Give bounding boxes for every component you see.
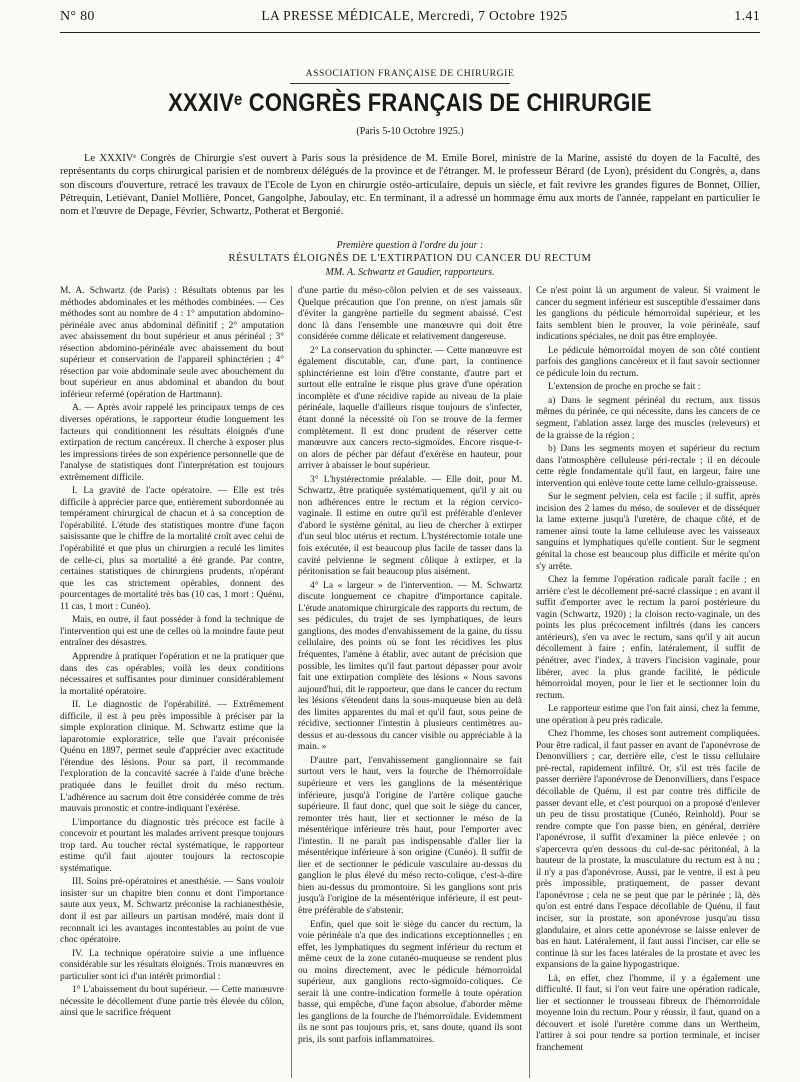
paragraph: b) Dans les segments moyen et supérieur du rectum dans l'atmosphère celluleuse péri-rectale ; il en découle cette règle fondamentale qu'il faut, en largeur, faire une intervention qui enlève toute cette lame cellulo-graisseuse.: [536, 444, 760, 489]
congress-dates: (Paris 5-10 Octobre 1925.): [356, 126, 464, 137]
page-number: N° 80: [60, 9, 95, 24]
paragraph: 4° La « largeur » de l'intervention. — M. Schwartz discute longuement ce chapitre d'importance capitale. L'étude anatomique chirurgicale des rapports du rectum, de ses pédicules, du trajet de ses lymphatiques, de leurs ganglions, des modes d'envahissement de la gaine, du tissu cellulaire, des points où se font les récidives les plus fréquentes, l'amène à établir, avec autant de précision que possible, les limites qu'il faut partout dépasser pour avoir fait une extirpation complète des lésions « Nous savons aujourd'hui, dit le rapporteur, que dans le cancer du rectum les lésions s'étendent dans la sous-muqueuse bien au delà des limites apparentes du mal et qu'il faut, sous peine de récidive, sectionner l'intestin à plusieurs centimètres au-dessus et au-dessous du cancer visible ou appréciable à la main. »: [298, 580, 522, 753]
paragraph: D'autre part, l'envahissement ganglionnaire se fait surtout vers le haut, vers la fourche de l'hémorroïdale supérieure et vers les ganglions de la mésentérique inférieure, jusqu'à l'origine de l'artère colique gauche supérieure. Il faut donc, quel que soit le siège du cancer, remonter très haut, lier et sectionner le méso de la mésentérique inférieure très haut, pour l'emporter avec l'intestin. Il ne paraît pas indispensable d'aller lier la mésentérique inférieure à son origine (Cunéo). Il suffit de lier et de sectionner le pédicule vasculaire au-dessus du ganglion le plus élevé du méso recto-colique, c'est-à-dire bien au-dessus du promontoire. Si les ganglions sont pris jusqu'à l'origine de la mésentérique inférieure, il est peut-être préférable de s'abstenir.: [298, 755, 522, 916]
paragraph: a) Dans le segment périnéal du rectum, aux tissus mêmes du périnée, ce qui nécessite, dans les cancers de ce segment, l'ablation assez large des muscles (releveurs) et de la graisse de la région ;: [536, 395, 760, 441]
paragraph: III. Soins pré-opératoires et anesthésie. — Sans vouloir insister sur un chapitre bien connu et dont l'importance saute aux yeux, M. Schwartz préconise la rachianesthésie, dont il est par ailleurs un partisan modéré, mais dont il reconnaît ici les avantages incontestables au point de vue choc opératoire.: [60, 877, 284, 946]
column-1: [60, 286, 284, 1078]
paragraph: Mais, en outre, il faut posséder à fond la technique de l'intervention qui est une de celles où la moindre faute peut entraîner des désastres.: [60, 615, 284, 649]
paragraph: Là, en effet, chez l'homme, il y a également une difficulté. Il faut, si l'on veut faire une opération radicale, lier et sectionner le trousseau fibreux de l'hémorroïdale moyenne loin du rectum. Pour y réussir, il faut, quand on a découvert et isolé l'uretère comme dans un Wertheim, l'attirer à soi pour tendre sa portion terminale, et inciser franchement: [536, 973, 760, 1053]
column-2: [291, 286, 522, 1078]
journal-title: LA PRESSE MÉDICALE, Mercredi, 7 Octobre 1925: [261, 8, 568, 23]
paragraph: Sur le segment pelvien, cela est facile ; il suffit, après incision des 2 lames du méso, de soulever et de disséquer la lame externe jusqu'à l'uretère, de chaque côté, et de ramener ainsi toute la lame celluleuse avec les vaisseaux sanguins et lymphatiques qu'elle contient. Sur le segment génital la chose est beaucoup plus difficile et mérite qu'on s'y arrête.: [536, 492, 760, 572]
folio-number: 1.41: [734, 9, 760, 24]
paragraph: II. Le diagnostic de l'opérabilité. — Extrêmement difficile, il est à peu près impossible à préciser par la simple exploration clinique. M. Schwartz estime que la laparotomie exploratrice, telle que l'avait préconisée Quénu en 1897, permet seule d'apprécier avec exactitude l'étendue des lésions. Pour sa part, il recommande l'exploration de la concavité sacrée à l'aide d'une brèche pratiquée dans le feuillet droit du méso rectum. L'adhérence au sacrum doit être considérée comme de très mauvais pronostic et contre-indiquant l'exérèse.: [60, 700, 284, 815]
paragraph: L'extension de proche en proche se fait :: [548, 382, 701, 393]
article-columns: [60, 286, 760, 1078]
paragraph: Le pédicule hémorroïdal moyen de son côté contient parfois des ganglions cancéreux et il faut savoir sectionner ce pédicule loin du rectum.: [536, 345, 760, 379]
association-heading: ASSOCIATION FRANÇAISE DE CHIRURGIE: [305, 68, 515, 79]
association-rule: [290, 83, 510, 84]
paragraph: A. — Après avoir rappelé les principaux temps de ces diverses opérations, le rapporteur étudie longuement les facteurs qui conditionnent les résultats éloignés d'une extirpation de rectum cancéreux. Il cherche à exposer plus les impressions tirées de son expérience personnelle que de l'analyse de statistiques dont l'interprétation est toujours extrêmement difficile.: [60, 403, 284, 483]
paragraph: 1° L'abaissement du bout supérieur. — Cette manœuvre nécessite le décollement d'une partie très élevée du côlon, ainsi que le sacrifice fréquent: [60, 985, 284, 1019]
paragraph: 3° L'hystérectomie préalable. — Elle doit, pour M. Schwartz, être pratiquée systématiquement, qu'il y ait ou non adhérences entre le rectum et la région cervico-vaginale. Il estime en outre qu'il est préférable d'enlever d'abord le système génital, au lieu de chercher à extirper d'un seul bloc utérus et rectum. L'hystérectomie totale une fois exécutée, il est beaucoup plus facile de tasser dans la cavité pelvienne le segment côlique à extirper, et la péritonisation se fait beaucoup plus aisément.: [298, 474, 522, 578]
paragraph: L'importance du diagnostic très précoce est facile à concevoir et pourtant les malades arrivent presque toujours trop tard. Au toucher rectal systématique, le rapporteur estime qu'il faut ajouter toujours la rectoscopie systématique.: [60, 817, 284, 874]
paragraph: Le rapporteur estime que l'on fait ainsi, chez la femme, une opération à peu près radicale.: [536, 704, 760, 726]
paragraph: Enfin, quel que soit le siège du cancer du rectum, la voie périnéale n'a que des indications exceptionnelles ; en effet, les lymphatiques du segment inférieur du rectum et même ceux de la zone cutanéo-muqueuse se rendent plus ou moins directement, avec le pédicule hémorroïdal supérieur, aux ganglions recto-sigmoïdo-coliques. Ce serait là une contre-indication formelle à toute opération basse, qui empêche, d'une façon absolue, d'aborder même les ganglions de la fourche de l'hémorroïdale. Evidemment ils ne sont pas toujours pris, et, sans doute, quand ils sont pris, ils sont parfois inflammatoires.: [298, 919, 522, 1045]
paragraph: IV. La technique opératoire suivie a une influence considérable sur les résultats éloignés. Trois manœuvres en particulier sont ici d'un intérêt primordial :: [60, 948, 284, 982]
paragraph: Chez l'homme, les choses sont autrement compliquées. Pour être radical, il faut passer en avant de l'aponévrose de Denonvilliers ; car, derrière elle, c'est le tissu cellulaire pré-rectal, rapidement infiltré. Or, s'il est très facile de passer derrière l'aponévrose de Denonvilliers, dans l'espace décollable de Quénu, il est par contre très difficile de passer devant elle, et c'est pourquoi on a proposé d'enlever un peu de tissu prostatique (Cunéo, Reinhold). Pour se rendre compte que l'on passe bien, en général, derrière l'aponévrose, il suffit d'examiner la pièce enlevée ; on s'apercevra qu'en dessous du cul-de-sac péritonéal, à la hauteur de la prostate, la musculature du rectum est à nu ; il n'y a pas d'aponévrose. Aussi, par le ventre, il est à peu près impossible, pratiquement, de passer devant l'aponévrose ; cela ne se peut que par le périnée ; là, dès qu'on est entré dans l'espace décollable de Quénu, il faut inciser, sur la prostate, son aponévrose jusqu'au tissu glandulaire, et alors cette aponévrose se laisse enlever de bas en haut. Latéralement, il faut aussi l'inciser, car elle se continue là sur les faces latérales de la prostate et avec les expansions de la gaine hypogastrique.: [536, 729, 760, 971]
paragraph: Ce n'est point là un argument de valeur. Si vraiment le cancer du segment inférieur est susceptible d'essaimer dans les ganglions du pédicule hémorroïdal supérieur, et les faits semblent bien le prouver, la voie périnéale, sauf indications spéciales, ne doit pas être employée.: [536, 286, 760, 343]
paragraph: Chez la femme l'opération radicale paraît facile ; en arrière c'est le décollement pré-sacré classique ; en avant il suffit d'emporter avec le rectum la paroi postérieure du vagin (Schwartz, 1920) ; la cloison recto-vaginale, un des points les plus précocement infiltrés (dans les cancers antérieurs), s'en va avec le rectum, sans qu'il y ait aucun décollement à faire ; enfin, latéralement, il suffit de pénétrer, avec l'index, à travers l'incision vaginale, pour libérer, avec la plus grande facilité, le pédicule hémorroïdal moyen, pour le lier et le sectionner loin du rectum.: [536, 575, 760, 701]
paragraph: 2° La conservation du sphincter. — Cette manœuvre est également discutable, car, d'une part, la continence sphinctérienne est loin d'être constante, d'autre part et surtout elle entraîne le risque plus grave d'une opération incomplète et d'une récidive rapide au niveau de la plaie périnéale, laquelle d'ailleurs risque toujours de s'infecter, étant donné la nécessité où l'on se trouve de la fermer complètement. Il est donc prudent de réserver cette manœuvre aux cancers recto-sigmoïdes. Encore risque-t-on alors de pécher par défaut d'exérèse en hauteur, pour arriver à abaisser le bout supérieur.: [298, 345, 522, 472]
paragraph: Apprendre à pratiquer l'opération et ne la pratiquer que dans des cas opérables, voilà les deux conditions nécessaires et suffisantes pour diminuer considérablement la mortalité opératoire.: [60, 651, 284, 697]
paragraph: d'une partie du méso-côlon pelvien et de ses vaisseaux. Quelque précaution que l'on prenne, on n'est jamais sûr d'éviter la gangrène partielle du segment abaissé. C'est donc là dans l'ensemble une manœuvre qui doit être considérée comme délicate et relativement dangereuse.: [298, 286, 522, 343]
intro-paragraph: Le XXXIVᵉ Congrès de Chirurgie s'est ouvert à Paris sous la présidence de M. Emile Borel, ministre de la Marine, assisté du doyen de la Faculté, des représentants du corps chirurgical parisien et de nombreux délégués de la province et de l'étranger. M. le professeur Bérard (de Lyon), président du Congrès, a, dans son discours d'ouverture, retracé les travaux de l'Ecole de Lyon en chirurgie ostéo-articulaire, depuis un siècle, et fait revivre les grandes figures de Bonnet, Ollier, Pétrequin, Letiévant, Daniel Mollière, Poncet, Gangolphe, Jaboulay, etc. En terminant, il a adressé un hommage ému aux morts de l'année, rappelant en particulier le nom et l'œuvre de Depage, Février, Schwartz, Potherat et Bergonié.: [60, 153, 760, 218]
question-label: Première question à l'ordre du jour :: [336, 240, 484, 251]
paragraph: M. A. Schwartz (de Paris) : Résultats obtenus par les méthodes abdominales et les méthodes combinées. — Ces méthodes sont au nombre de 4 : 1° amputation abdomino-périnéale avec anus abdominal définitif ; 2° amputation avec abaissement du bout supérieur et anus périnéal ; 3° résection abdomino-périnéale avec abaissement du bout supérieur et conservation de l'appareil sphinctérien ; 4° résection par voie abdominale seule avec abouchement du bout supérieur en anus abdominal et abandon du bout inférieur refermé (opération de Hartmann).: [60, 286, 284, 400]
paragraph: I. La gravité de l'acte opératoire. — Elle est très difficile à apprécier parce que, entièrement subordonnée au tempérament chirurgical de chacun et à sa conception de l'opérabilité. L'étude des statistiques montre d'une façon saisissante que le chiffre de la mortalité croît avec celui de l'opérabilité et que plus un chirurgien a reculé les limites de celle-ci, plus sa mortalité a été grande. Par contre, certaines statistiques de chirurgiens prudents, n'opérant que les cas strictement opérables, donnent des pourcentages de mortalité très bas (10 cas, 1 mort : Quénu, 11 cas, 1 mort : Cunéo).: [60, 486, 284, 612]
running-head: [60, 8, 760, 28]
question-title: RÉSULTATS ÉLOIGNÉS DE L'EXTIRPATION DU CANCER DU RECTUM: [228, 253, 592, 264]
question-reporters: MM. A. Schwartz et Gaudier, rapporteurs.: [325, 267, 495, 278]
header-rule: [60, 32, 760, 33]
column-3: [529, 286, 760, 1078]
congress-title: XXXIVᵉ CONGRÈS FRANÇAIS DE CHIRURGIE: [168, 88, 652, 117]
